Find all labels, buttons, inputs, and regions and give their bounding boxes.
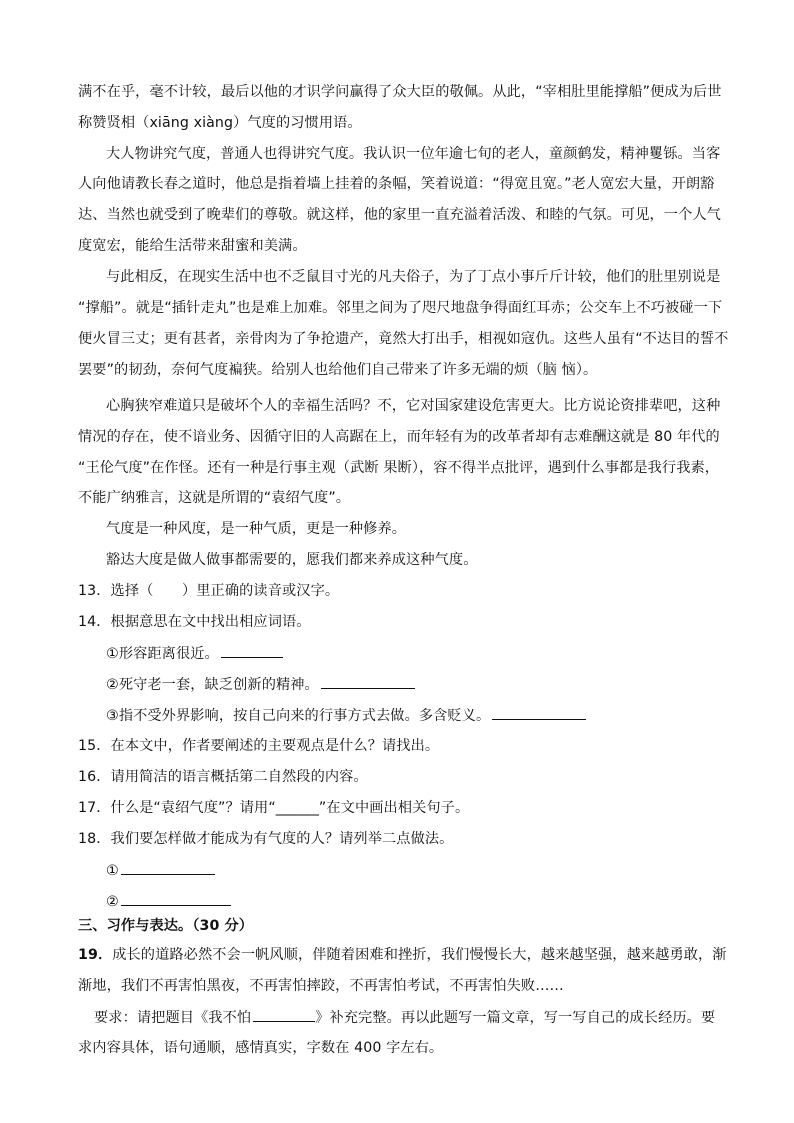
passage-line: “王伦气度”在作怪。还有一种是行事主观（武断 果断），容不得半点批评，遇到什么事都是我行我素， xyxy=(78,460,720,476)
question-15: 15．在本文中，作者要阐述的主要观点是什么？请找出。 xyxy=(78,738,440,754)
item-number: ② xyxy=(106,894,119,910)
passage-line: 与此相反，在现实生活中也不乏鼠目寸光的凡夫俗子，为了丁点小事斤斤计较，他们的肚里别说是 xyxy=(106,269,721,285)
answer-blank[interactable] xyxy=(492,705,586,720)
title-blank[interactable] xyxy=(253,1007,315,1022)
question-14-item-3 xyxy=(106,705,586,726)
requirement-line: 求内容具体，语句通顺，感情真实，字数在 400 字左右。 xyxy=(78,1040,444,1056)
question-19-line: 渐地，我们不再害怕黑夜，不再害怕摔跤，不再害怕考试，不再害怕失败…… xyxy=(78,978,564,994)
answer-blank[interactable] xyxy=(221,643,283,658)
item-text: ③指不受外界影响，按自己向来的行事方式去做。多含贬义。 xyxy=(106,708,491,724)
question-18: 18．我们要怎样做才能成为有气度的人？请列举二点做法。 xyxy=(78,831,454,847)
question-18-item-2 xyxy=(106,891,231,912)
requirement-text: 要求：请把题目《我不怕 xyxy=(94,1010,252,1026)
section-3-title: 三、习作与表达。（30 分） xyxy=(78,918,254,934)
question-18-item-1 xyxy=(106,860,215,881)
question-14: 14．根据意思在文中找出相应词语。 xyxy=(78,614,311,630)
question-14-item-1 xyxy=(106,643,283,664)
passage-line: 气度是一种风度，是一种气质，更是一种修养。 xyxy=(106,521,407,537)
question-13: 13．选择（ ）里正确的读音或汉字。 xyxy=(78,583,340,599)
item-text: ②死守老一套，缺乏创新的精神。 xyxy=(106,677,319,693)
passage-line: 大人物讲究气度，普通人也得讲究气度。我认识一位年逾七旬的老人，童颜鹤发，精神矍铄。当客 xyxy=(106,146,721,162)
passage-line: 达、当然也就受到了晚辈们的尊敬。就这样，他的家里一直充溢着活泼、和睦的气氛。可见，一个人气 xyxy=(78,207,721,223)
question-19-line xyxy=(78,945,727,965)
passage-line: 度宽宏，能给生活带来甜蜜和美满。 xyxy=(78,238,307,254)
requirement-line xyxy=(94,1007,715,1028)
passage-line: 罢要”的韧劲，奈何气度褊狭。给别人也给他们自己带来了许多无端的烦（脑 恼）。 xyxy=(78,362,598,378)
question-16: 16．请用简洁的语言概括第二自然段的内容。 xyxy=(78,769,368,785)
passage-line: 情况的存在，使不谙业务、因循守旧的人高踞在上，而年轻有为的改革者却有志难酬这就是 80 年代的 xyxy=(78,429,720,445)
passage-line: 便火冒三丈；更有甚者，亲骨肉为了争抢遗产，竟然大打出手，相视如寇仇。这些人虽有“不达目的誓不 xyxy=(78,331,729,347)
passage-line: “撑船”。就是“插针走丸”也是难上加难。邻里之间为了咫尺地盘争得面红耳赤；公交车上不巧被碰一下 xyxy=(78,300,723,316)
passage-line: 满不在乎，毫不计较，最后以他的才识学问赢得了众大臣的敬佩。从此，“宰相肚里能撑船”便成为后世 xyxy=(78,84,722,100)
passage-line: 人向他请教长春之道时，他总是指着墙上挂着的条幅，笑着说道：“得宽且宽。”老人宽宏大量，开朗豁 xyxy=(78,176,715,192)
passage-line: 豁达大度是做人做事都需要的，愿我们都来养成这种气度。 xyxy=(106,552,478,568)
answer-blank[interactable] xyxy=(321,674,415,689)
requirement-text: 》补充完整。再以此题写一篇文章，写一写自己的成长经历。要 xyxy=(315,1010,716,1026)
passage-line: 不能广纳雅言，这就是所谓的“袁绍气度”。 xyxy=(78,490,351,506)
question-14-item-2 xyxy=(106,674,415,695)
item-text: ①形容距离很近。 xyxy=(106,646,219,662)
question-17: 17．什么是“袁绍气度”？请用“______”在文中画出相关句子。 xyxy=(78,800,470,816)
question-19-text: 成长的道路必然不会一帆风顺，伴随着困难和挫折，我们慢慢长大，越来越坚强，越来越勇敢，渐 xyxy=(112,947,727,963)
item-number: ① xyxy=(106,863,119,879)
answer-blank[interactable] xyxy=(121,860,215,875)
question-19-number: 19． xyxy=(78,947,113,963)
passage-line: 称赞贤相（xiāng xiàng）气度的习惯用语。 xyxy=(78,115,362,131)
passage-line: 心胸狭窄难道只是破坏个人的幸福生活吗？不，它对国家建设危害更大。比方说论资排辈吧，这种 xyxy=(106,398,721,414)
answer-blank[interactable] xyxy=(121,891,231,906)
